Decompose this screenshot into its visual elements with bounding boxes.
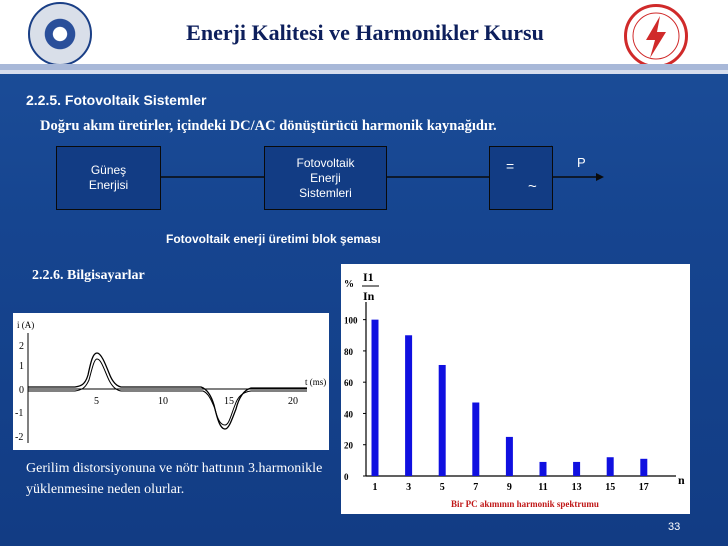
waveform-ylabel: i (A) (17, 320, 35, 330)
block-diagram-caption: Fotovoltaik enerji üretimi blok şeması (166, 232, 381, 246)
spectrum-xtick-label: 13 (571, 482, 582, 493)
pv-system-label: Fotovoltaik Enerji Sistemleri (296, 155, 355, 200)
spectrum-bar (472, 403, 479, 476)
spectrum-ytick-label: 100 (344, 315, 358, 326)
harmonic-spectrum-chart (341, 264, 690, 514)
spectrum-xtick-label: 15 (605, 482, 616, 493)
spectrum-bar (607, 457, 614, 476)
waveform-xtick: 15 (224, 396, 234, 407)
spectrum-xtick-label: 11 (538, 482, 548, 493)
spectrum-bar (640, 459, 647, 476)
spectrum-bar (573, 462, 580, 476)
computers-note: Gerilim distorsiyonuna ve nötr hattının 3.harmonikle yüklenmesine neden olurlar. (26, 461, 323, 497)
solar-energy-block (56, 146, 161, 210)
output-power-label: P (577, 155, 586, 170)
waveform-ytick: 2 (19, 341, 24, 352)
spectrum-labels (344, 316, 649, 493)
waveform-ytick: -1 (15, 408, 24, 419)
section-description-pv: Doğru akım üretirler, içindeki DC/AC dönüştürücü harmonik kaynağıdır. (40, 118, 497, 134)
solar-energy-label: Güneş Enerjisi (88, 163, 129, 192)
page-number: 33 (668, 521, 681, 533)
spectrum-ytick-label: 80 (344, 346, 353, 357)
waveform-xtick: 10 (158, 396, 168, 407)
section-heading-computers: 2.2.6. Bilgisayarlar (32, 268, 145, 283)
spectrum-ytick-label: 20 (344, 440, 353, 451)
spectrum-ytick-label: 60 (344, 378, 353, 389)
waveform-ytick: -2 (15, 432, 24, 443)
waveform-xlabel: t (ms) (305, 377, 327, 387)
spectrum-ylabel-denominator: In (363, 289, 375, 303)
waveform-xtick: 5 (94, 396, 99, 407)
spectrum-bar (506, 437, 513, 476)
spectrum-ylabel-prefix: % (344, 279, 354, 290)
waveform-xtick: 20 (288, 396, 298, 407)
spectrum-title: Bir PC akımının harmonik spektrumu (451, 499, 599, 509)
pv-system-block (264, 146, 387, 210)
spectrum-xtick-label: 1 (372, 482, 378, 493)
section-heading-pv: 2.2.5. Fotovoltaik Sistemler (26, 92, 207, 108)
spectrum-xtick-label: 7 (473, 482, 479, 493)
converter-dc-symbol: = (506, 158, 515, 174)
spectrum-bar (540, 462, 547, 476)
waveform-ytick: 0 (19, 385, 24, 396)
spectrum-bar (372, 320, 379, 476)
spectrum-xtick-label: 9 (506, 482, 512, 493)
current-waveform-panel (13, 313, 329, 450)
dc-ac-converter-block (489, 146, 553, 210)
spectrum-bars (372, 320, 648, 476)
slide-title: Enerji Kalitesi ve Harmonikler Kursu (186, 20, 544, 45)
spectrum-ylabel-numerator: I1 (363, 270, 374, 284)
harmonic-spectrum-panel (341, 264, 690, 514)
spectrum-xlabel: n (678, 473, 685, 487)
spectrum-bar (405, 335, 412, 476)
spectrum-ytick-label: 0 (344, 472, 349, 482)
waveform-ytick: 1 (19, 361, 24, 372)
spectrum-xtick-label: 5 (439, 482, 445, 493)
spectrum-xtick-label: 3 (406, 482, 412, 493)
current-waveform-plot (13, 313, 329, 450)
converter-ac-symbol: ~ (528, 178, 537, 195)
spectrum-xtick-label: 17 (638, 482, 649, 493)
spectrum-ytick-label: 40 (344, 409, 353, 420)
spectrum-bar (439, 365, 446, 476)
